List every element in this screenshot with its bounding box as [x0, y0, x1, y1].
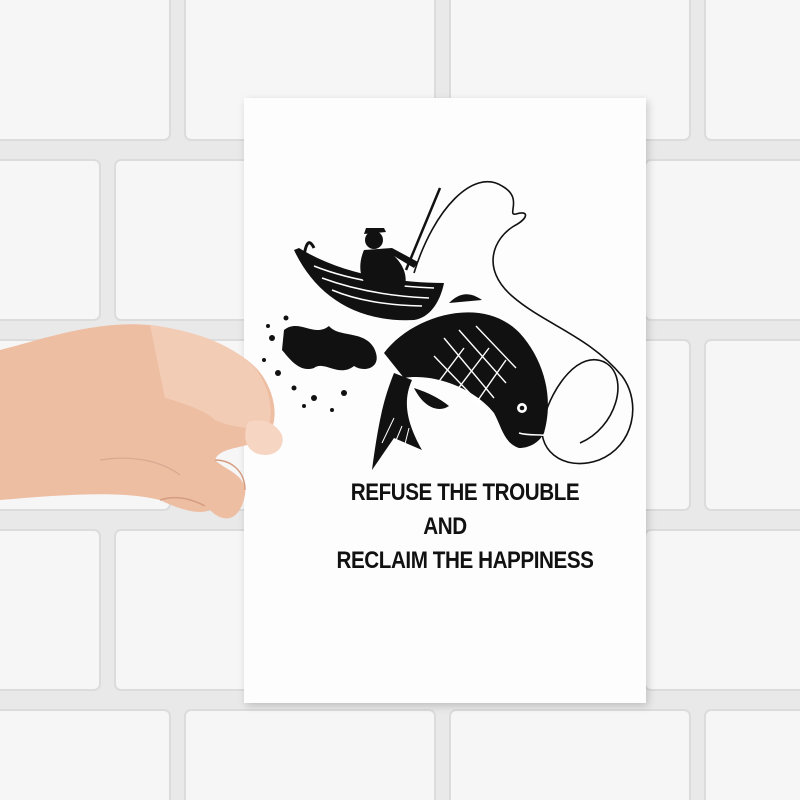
slogan-line-1: REFUSE THE TROUBLE: [350, 479, 580, 506]
hand-icon: [0, 310, 300, 540]
slogan-line-3: RECLAIM THE HAPPINESS: [336, 547, 594, 574]
fish-icon: [372, 294, 550, 470]
slogan-line-2: AND: [423, 513, 467, 540]
poster-card: [244, 98, 646, 703]
fisherman-icon: [360, 228, 418, 288]
poster-slogan: [244, 476, 646, 578]
fishing-illustration: [244, 98, 646, 703]
